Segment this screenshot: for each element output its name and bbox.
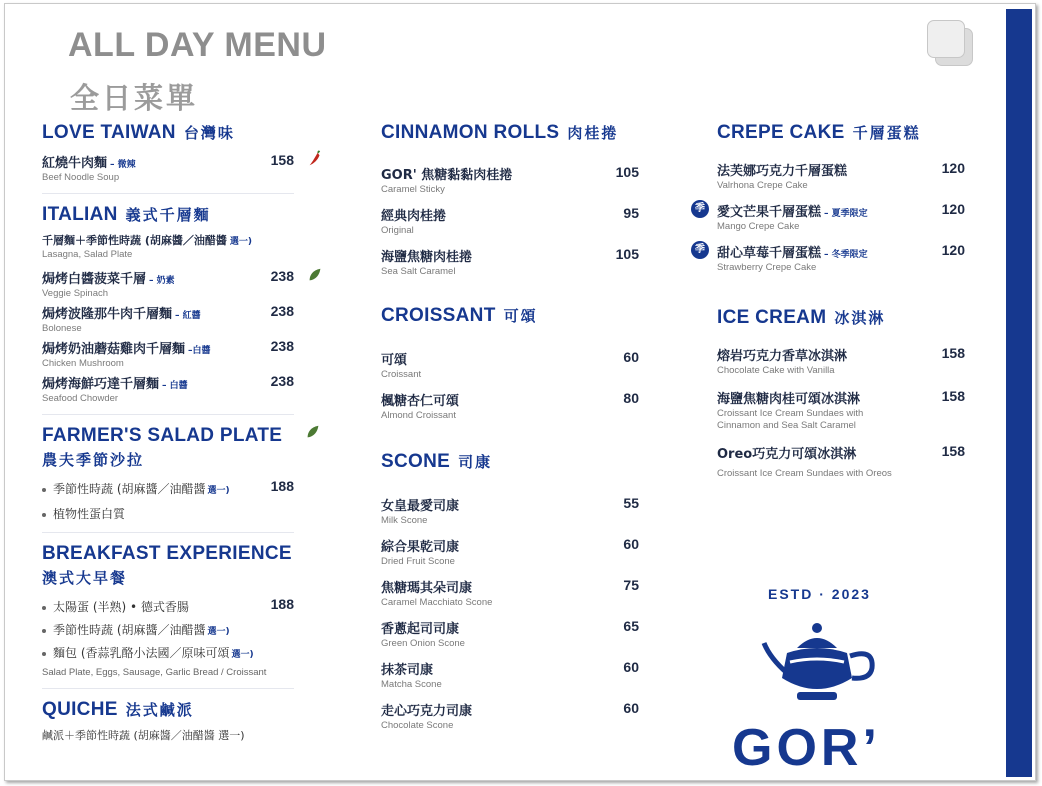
section-italian (42, 204, 294, 404)
section-title: FARMER'S SALAD PLATE (42, 425, 294, 447)
section-title: CREPE CAKE 千層蛋糕 (717, 122, 921, 143)
list-item: 太陽蛋 (半熟) • 德式香腸 188 (42, 598, 294, 615)
menu-column-3 (695, 122, 965, 479)
copy-icon[interactable] (925, 18, 975, 68)
section-title: ICE CREAM 冰淇淋 (717, 307, 886, 328)
seasonal-badge: 季 (691, 200, 709, 218)
section-cinnamon-rolls (381, 122, 639, 277)
menu-item: 海鹽焦糖肉桂捲 Sea Salt Caramel 105 (381, 246, 639, 277)
section-scone (381, 451, 639, 731)
section-title: SCONE 司康 (381, 451, 493, 472)
menu-item: 女皇最愛司康 Milk Scone 55 (381, 495, 639, 526)
section-title: BREAKFAST EXPERIENCE (42, 543, 292, 564)
section-crepe-cake (695, 122, 965, 273)
leaf-icon (306, 266, 324, 284)
leaf-icon (304, 423, 322, 441)
section-title-zh: 農夫季節沙拉 (42, 451, 145, 469)
chili-pepper-icon (306, 150, 324, 168)
menu-item: 走心巧克力司康 Chocolate Scone 60 (381, 700, 639, 731)
menu-item: Oreo巧克力可頌冰淇淋 Croissant Ice Cream Sundaes with Oreos 158 (717, 443, 965, 479)
menu-item: 法芙娜巧克力千層蛋糕 Valrhona Crepe Cake 120 (717, 160, 965, 191)
brand-logo (732, 580, 922, 777)
brand-name: GOR’ (732, 719, 881, 777)
menu-item: 焦糖瑪其朵司康 Caramel Macchiato Scone 75 (381, 577, 639, 608)
menu-item: 焗烤奶油蘑菇雞肉千層麵 –白醬 Chicken Mushroom 238 (42, 338, 294, 369)
teapot-icon (762, 618, 892, 708)
list-item: 季節性時蔬 (胡麻醬／油醋醬 選一) (42, 621, 294, 638)
section-breakfast (42, 543, 294, 678)
menu-item: 焗烤波隆那牛肉千層麵 – 紅醬 Bolonese 238 (42, 303, 294, 334)
section-title: QUICHE 法式鹹派 (42, 699, 194, 720)
established-text: ESTD · 2023 (768, 586, 871, 602)
item-english: Salad Plate, Eggs, Sausage, Garlic Bread / Croissant (42, 667, 267, 678)
section-title: CINNAMON ROLLS 肉桂捲 (381, 122, 619, 143)
menu-item: 紅燒牛肉麵 – 微辣 Beef Noodle Soup 158 (42, 152, 294, 183)
menu-item: 焗烤海鮮巧達千層麵 – 白醬 Seafood Chowder 238 (42, 373, 294, 404)
menu-column-1 (42, 122, 294, 733)
menu-item: 可頌 Croissant 60 (381, 349, 639, 380)
menu-item: 熔岩巧克力香草冰淇淋 Chocolate Cake with Vanilla 158 (717, 345, 965, 376)
page-subtitle: 全日菜單 (70, 81, 199, 115)
page-title: ALL DAY MENU (68, 26, 327, 64)
menu-item: 季 甜心草莓千層蛋糕 – 冬季限定 Strawberry Crepe Cake 120 (717, 242, 965, 273)
section-quiche (42, 699, 294, 733)
list-item: 麵包 (香蒜乳酪小法國／原味可頌 選一) (42, 644, 294, 661)
cut-off-text (42, 727, 294, 733)
section-croissant (381, 305, 639, 421)
menu-item: 焗烤白醬菠菜千層 – 奶素 Veggie Spinach 238 (42, 268, 294, 299)
section-title: CROISSANT 可頌 (381, 305, 538, 326)
combo-description: 千層麵＋季節性時蔬 (胡麻醬／油醋醬 選一) Lasagna, Salad Plate (42, 234, 252, 260)
menu-item: GOR' 焦糖黏黏肉桂捲 Caramel Sticky 105 (381, 164, 639, 195)
menu-item: 楓糖杏仁可頌 Almond Croissant 80 (381, 390, 639, 421)
list-item: 季節性時蔬 (胡麻醬／油醋醬 選一) 188 (42, 480, 294, 497)
section-farmer-salad (42, 425, 294, 522)
menu-item: 季 愛文芒果千層蛋糕 – 夏季限定 Mango Crepe Cake 120 (717, 201, 965, 232)
section-title: ITALIAN 義式千層麵 (42, 204, 211, 225)
seasonal-badge: 季 (691, 241, 709, 259)
section-title: LOVE TAIWAN 台灣味 (42, 122, 235, 143)
menu-item: 抹茶司康 Matcha Scone 60 (381, 659, 639, 690)
section-ice-cream (717, 307, 965, 479)
menu-item: 經典肉桂捲 Original 95 (381, 205, 639, 236)
menu-column-2 (381, 122, 639, 731)
blue-side-bar (1006, 9, 1032, 777)
menu-item: 香蔥起司司康 Green Onion Scone 65 (381, 618, 639, 649)
menu-item: 海鹽焦糖肉桂可頌冰淇淋 Croissant Ice Cream Sundaes with Cinnamon and Sea Salt Caramel 158 (717, 388, 965, 431)
list-item: 植物性蛋白質 (42, 505, 294, 522)
section-title-zh: 澳式大早餐 (42, 569, 128, 587)
menu-item: 綜合果乾司康 Dried Fruit Scone 60 (381, 536, 639, 567)
section-love-taiwan (42, 122, 294, 183)
